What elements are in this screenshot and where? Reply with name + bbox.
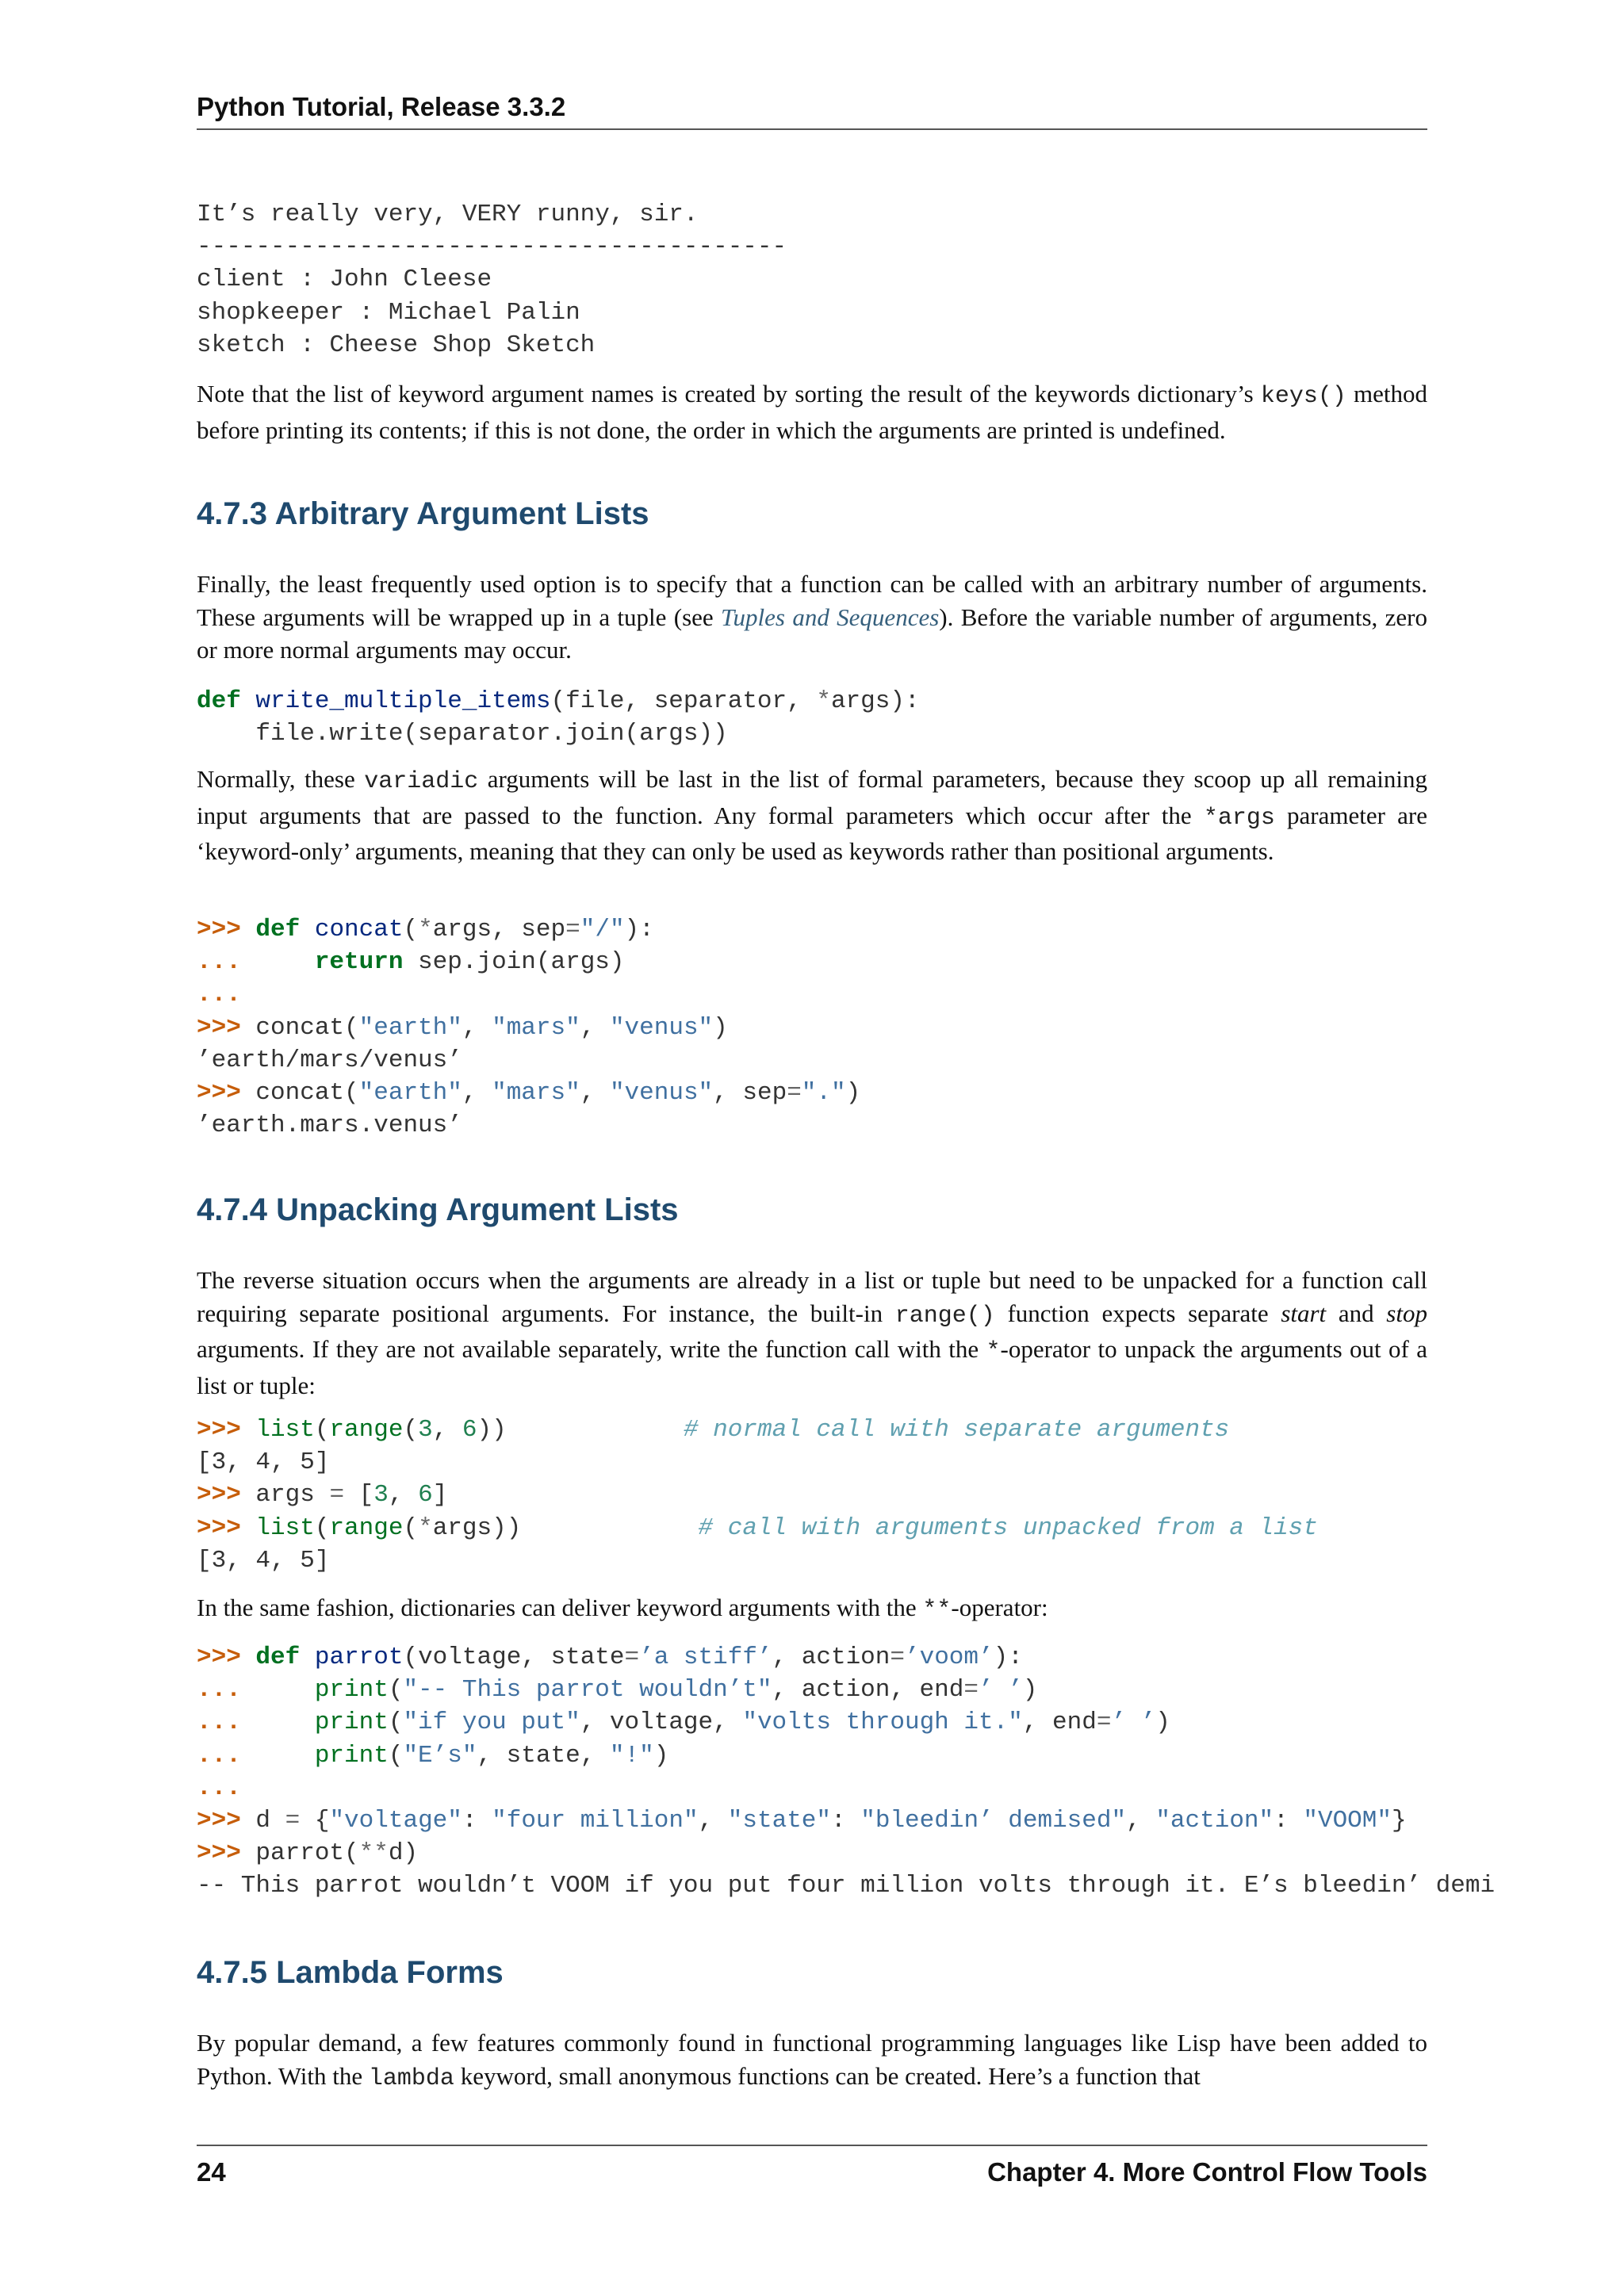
code-text: concat( [240, 1079, 359, 1108]
text: -operator to unpack the arguments out of a list or tuple: [197, 1335, 1427, 1399]
section-heading-4-7-3: 4.7.3 Arbitrary Argument Lists [197, 496, 649, 531]
text: ). Before the variable number of arguments, zero or more normal arguments may occur. [197, 603, 1427, 664]
code-comment: # call with arguments unpacked from a list [698, 1513, 1318, 1542]
code-prompt: >>> [197, 1807, 241, 1835]
code-function-name: concat [314, 916, 404, 943]
text: Note that the list of keyword argument names is created by sorting the result of the keywords dictionary’s [197, 380, 1261, 408]
code-string: "-- This parrot wouldn’t" [403, 1676, 772, 1705]
text: By popular demand, a few features commonly found in functional programming languages like Lisp have been added to Python. With the [197, 2029, 1427, 2090]
code-text: , [580, 1013, 610, 1042]
paragraph-variadic [197, 763, 1427, 868]
code-text: : [462, 1807, 492, 1835]
code-text: ) [653, 1741, 669, 1770]
running-header [197, 89, 1427, 130]
code-prompt: ... [197, 948, 241, 977]
code-text: ) [713, 1013, 728, 1042]
code-builtin: list [255, 1416, 315, 1444]
document-page [197, 0, 1496, 2296]
code-string: ’ ’ [978, 1676, 1023, 1705]
code-text: , [698, 1807, 728, 1835]
text: parameter are ‘keyword-only’ arguments, meaning that they can only be used as keywords rather than positional arguments. [197, 801, 1427, 865]
code-text: , [1126, 1807, 1156, 1835]
code-text: : [1274, 1807, 1304, 1835]
code-number: 3 [418, 1416, 433, 1444]
code-text: args [240, 1481, 330, 1510]
code-string: "!" [609, 1741, 654, 1770]
code-text: , [462, 1013, 492, 1042]
inline-code: keys() [1260, 383, 1346, 410]
code-prompt: >>> [197, 1481, 241, 1510]
code-text: file.write(separator.join(args)) [197, 720, 728, 748]
code-builtin: range [329, 1416, 404, 1444]
code-text: : [831, 1807, 861, 1835]
code-string: "earth" [358, 1079, 462, 1108]
code-string: "volts through it." [742, 1709, 1023, 1737]
inline-code: ** [922, 1597, 952, 1624]
code-prompt: >>> [197, 1644, 241, 1671]
code-string: ’a stiff’ [639, 1644, 772, 1671]
code-text: , [388, 1481, 419, 1510]
code-string: "." [801, 1079, 846, 1108]
code-text: ): [624, 916, 654, 943]
code-prompt: >>> [197, 1013, 241, 1042]
code-output: ’earth/mars/venus’ [197, 1046, 462, 1074]
code-text: d) [388, 1839, 419, 1868]
code-number: 6 [462, 1416, 477, 1444]
code-prompt: ... [197, 1676, 241, 1705]
code-number: 6 [418, 1481, 433, 1510]
code-text: args, sep [432, 916, 566, 943]
inline-code: lambda [368, 2064, 454, 2092]
text: In the same fashion, dictionaries can deliver keyword arguments with the [197, 1594, 923, 1621]
code-operator: = [787, 1079, 802, 1108]
code-builtin: print [314, 1676, 389, 1705]
code-text: (voltage, state [403, 1644, 625, 1671]
code-block-write-multiple-items [197, 685, 1427, 750]
code-text: parrot( [240, 1839, 359, 1868]
text: Finally, the least frequently used option is to specify that a function can be called with an arbitrary number of arguments. These arguments will be wrapped up in a tuple (see [197, 570, 1427, 631]
code-text: ( [403, 1513, 419, 1542]
code-number: 3 [373, 1481, 389, 1510]
code-block-range-unpack [197, 1414, 1427, 1577]
code-string: "state" [727, 1807, 832, 1835]
code-text: args)) [432, 1513, 699, 1542]
code-string: "earth" [358, 1013, 462, 1042]
code-text: args): [830, 687, 920, 715]
code-text: , state, [477, 1741, 610, 1770]
code-text: { [300, 1807, 330, 1835]
code-output: ’earth.mars.venus’ [197, 1112, 462, 1140]
code-operator: = [329, 1481, 345, 1510]
code-string: "bleedin’ demised" [860, 1807, 1127, 1835]
code-text: , [462, 1079, 492, 1108]
code-prompt: ... [197, 1709, 241, 1737]
code-string: "venus" [609, 1079, 714, 1108]
code-string: "voltage" [329, 1807, 462, 1835]
code-prompt: >>> [197, 1839, 241, 1868]
inline-code: variadic [364, 768, 479, 795]
code-prompt: >>> [197, 1513, 241, 1542]
code-line: client : John Cleese [197, 266, 492, 294]
paragraph-dict-unpack [197, 1591, 1427, 1628]
header-title: Python Tutorial, Release 3.3.2 [197, 92, 566, 121]
link-tuples-and-sequences[interactable]: Tuples and Sequences [721, 603, 940, 631]
code-text: , action [772, 1644, 891, 1671]
code-text: , [432, 1416, 462, 1444]
page-number: 24 [197, 2157, 226, 2187]
code-string: "mars" [492, 1079, 580, 1108]
code-block-parrot [197, 1641, 1496, 1903]
text: Normally, these [197, 765, 365, 793]
code-string: "action" [1155, 1807, 1274, 1835]
code-prompt: >>> [197, 1079, 241, 1108]
code-text: ( [388, 1741, 404, 1770]
inline-code: *args [1203, 804, 1275, 832]
code-operator: ** [358, 1839, 389, 1868]
code-text: ( [314, 1513, 330, 1542]
code-builtin: list [255, 1513, 315, 1542]
text: and [1326, 1299, 1387, 1327]
paragraph-keys-note [197, 377, 1427, 446]
text: arguments will be last in the list of formal parameters, because they scoop up all remaining input arguments that are passed to the function. Any formal parameters which occur after the [197, 765, 1427, 829]
code-operator: = [1096, 1709, 1112, 1737]
text: method before printing its contents; if this is not done, the order in which the arguments are printed is undefined. [197, 380, 1427, 444]
text: The reverse situation occurs when the arguments are already in a list or tuple but need to be unpacked for a function call requiring separate positional arguments. For instance, the built-in [197, 1266, 1427, 1327]
code-keyword: def [197, 687, 241, 715]
code-line: sketch : Cheese Shop Sketch [197, 331, 596, 359]
code-output: [3, 4, 5] [197, 1448, 330, 1477]
code-function-name: parrot [314, 1644, 404, 1671]
code-text: , [580, 1079, 610, 1108]
section-heading-4-7-4: 4.7.4 Unpacking Argument Lists [197, 1192, 679, 1227]
code-operator: = [890, 1644, 905, 1671]
code-string: "/" [580, 916, 625, 943]
code-prompt: ... [197, 1741, 241, 1770]
code-operator: = [285, 1807, 301, 1835]
code-line: ---------------------------------------- [197, 233, 787, 262]
code-comment: # normal call with separate arguments [683, 1416, 1230, 1444]
code-block-concat [197, 913, 1427, 1142]
code-string: "VOOM" [1303, 1807, 1392, 1835]
emphasis: start [1281, 1299, 1327, 1327]
chapter-title: Chapter 4. More Control Flow Tools [987, 2157, 1427, 2187]
code-text: [ [344, 1481, 374, 1510]
code-string: ’voom’ [905, 1644, 994, 1671]
code-output: -- This parrot wouldn’t VOOM if you put four million volts through it. E’s bleedin’ demi [197, 1872, 1496, 1900]
code-text: ) [1022, 1676, 1038, 1705]
code-line: shopkeeper : Michael Palin [197, 298, 580, 327]
code-string: "four million" [492, 1807, 699, 1835]
code-text: )) [477, 1416, 684, 1444]
code-builtin: print [314, 1741, 389, 1770]
code-keyword: return [314, 948, 404, 977]
code-text: d [240, 1807, 285, 1835]
code-operator: * [816, 687, 831, 715]
code-builtin: range [329, 1513, 404, 1542]
code-prompt: ... [197, 981, 241, 1009]
code-line: It’s really very, VERY runny, sir. [197, 201, 699, 228]
code-operator: * [418, 916, 433, 943]
section-heading-4-7-5: 4.7.5 Lambda Forms [197, 1955, 504, 1990]
code-text: } [1391, 1807, 1407, 1835]
code-prompt: >>> [197, 916, 241, 943]
code-prompt: ... [197, 1774, 241, 1802]
running-footer [197, 2145, 1427, 2187]
code-text: ( [388, 1709, 404, 1737]
code-text: , action, end [772, 1676, 964, 1705]
paragraph-lambda [197, 2026, 1427, 2095]
code-keyword: def [255, 1644, 301, 1671]
code-operator: = [963, 1676, 979, 1705]
code-prompt: >>> [197, 1416, 241, 1444]
code-string: ’ ’ [1111, 1709, 1156, 1737]
code-output: [3, 4, 5] [197, 1546, 330, 1575]
paragraph-unpacking [197, 1264, 1427, 1402]
code-text: ( [388, 1676, 404, 1705]
code-text: ) [845, 1079, 861, 1108]
code-operator: = [565, 916, 580, 943]
code-string: "E’s" [403, 1741, 477, 1770]
code-text: ( [403, 1416, 419, 1444]
code-operator: = [624, 1644, 640, 1671]
code-string: "mars" [492, 1013, 580, 1042]
code-text: ): [993, 1644, 1023, 1671]
text: function expects separate [994, 1299, 1281, 1327]
text: -operator: [951, 1594, 1048, 1621]
paragraph-arbitrary-args [197, 568, 1427, 667]
inline-code: range() [894, 1302, 995, 1330]
code-string: "venus" [609, 1013, 714, 1042]
code-text: ( [314, 1416, 330, 1444]
text: keyword, small anonymous functions can be created. Here’s a function that [454, 2061, 1201, 2090]
code-builtin: print [314, 1709, 389, 1737]
code-text: , end [1022, 1709, 1097, 1737]
code-text: ) [1155, 1709, 1170, 1737]
code-output-block [197, 198, 1427, 362]
code-text: ( [403, 916, 419, 943]
text: arguments. If they are not available separately, write the function call with the [197, 1335, 986, 1363]
code-operator: * [418, 1513, 433, 1542]
inline-code: * [986, 1338, 1001, 1365]
code-text: , sep [713, 1079, 787, 1108]
emphasis: stop [1386, 1299, 1427, 1327]
code-keyword: def [255, 916, 301, 943]
code-string: "if you put" [403, 1709, 580, 1737]
code-text: sep.join(args) [403, 948, 625, 977]
code-text: ] [432, 1481, 448, 1510]
code-text: (file, separator, [550, 687, 817, 715]
code-text: concat( [240, 1013, 359, 1042]
code-text: , voltage, [580, 1709, 743, 1737]
code-function-name: write_multiple_items [255, 687, 551, 715]
